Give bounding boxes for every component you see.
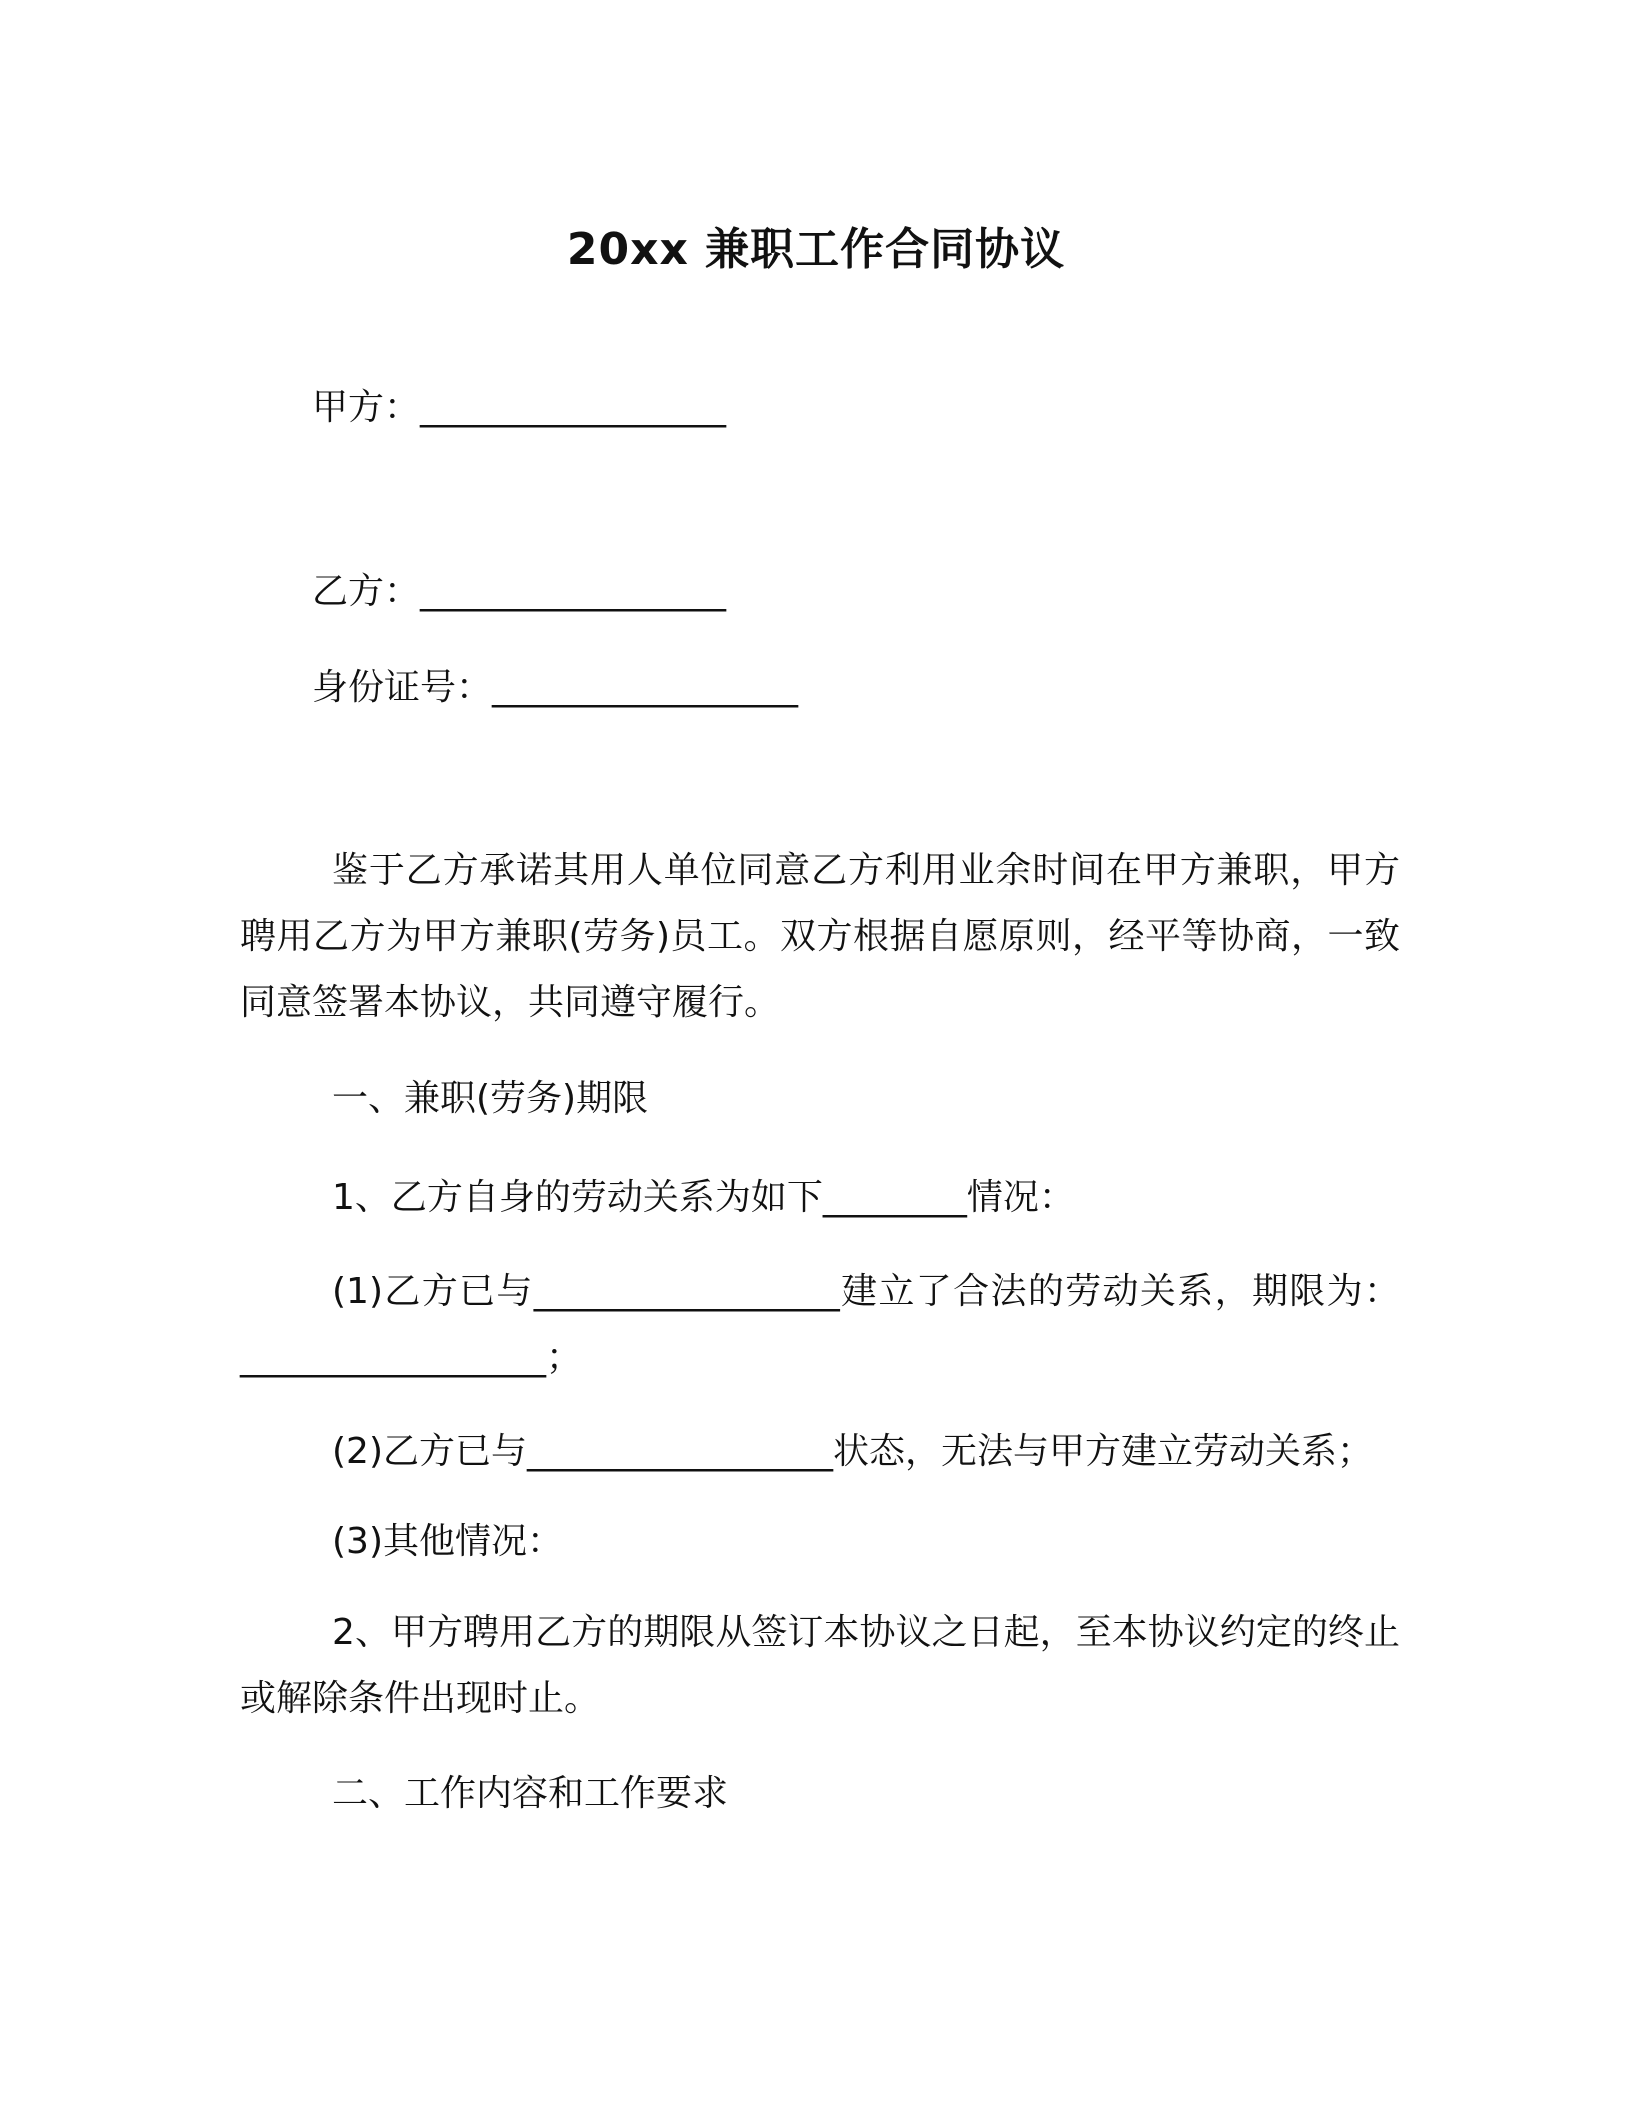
item-1-1-c: (3)其他情况： bbox=[332, 1521, 563, 1562]
preamble-paragraph: 鉴于乙方承诺其用人单位同意乙方利用业余时间在甲方兼职，甲方聘用乙方为甲方兼职(劳务)员工。双方根据自愿原则，经平等协商，一致同意签署本协议，共同遵守履行。 bbox=[240, 850, 1400, 1023]
item-1-1-a: (1)乙方已与_________________建立了合法的劳动关系，期限为：_________________； bbox=[240, 1271, 1400, 1378]
party-b-field: 乙方：_________________ bbox=[312, 571, 727, 612]
item-1-2: 2、甲方聘用乙方的期限从签订本协议之日起，至本协议约定的终止或解除条件出现时止。 bbox=[240, 1612, 1400, 1719]
section-2-heading: 二、工作内容和工作要求 bbox=[332, 1773, 729, 1814]
id-number-field: 身份证号：_________________ bbox=[312, 667, 799, 708]
section-1-heading: 一、兼职(劳务)期限 bbox=[332, 1078, 649, 1119]
item-1-1: 1、乙方自身的劳动关系为如下________情况： bbox=[332, 1177, 1075, 1218]
party-a-field: 甲方：_________________ bbox=[312, 387, 727, 428]
item-1-1-b: (2)乙方已与_________________状态，无法与甲方建立劳动关系； bbox=[332, 1431, 1373, 1472]
document-title: 20xx 兼职工作合同协议 bbox=[566, 224, 1066, 275]
